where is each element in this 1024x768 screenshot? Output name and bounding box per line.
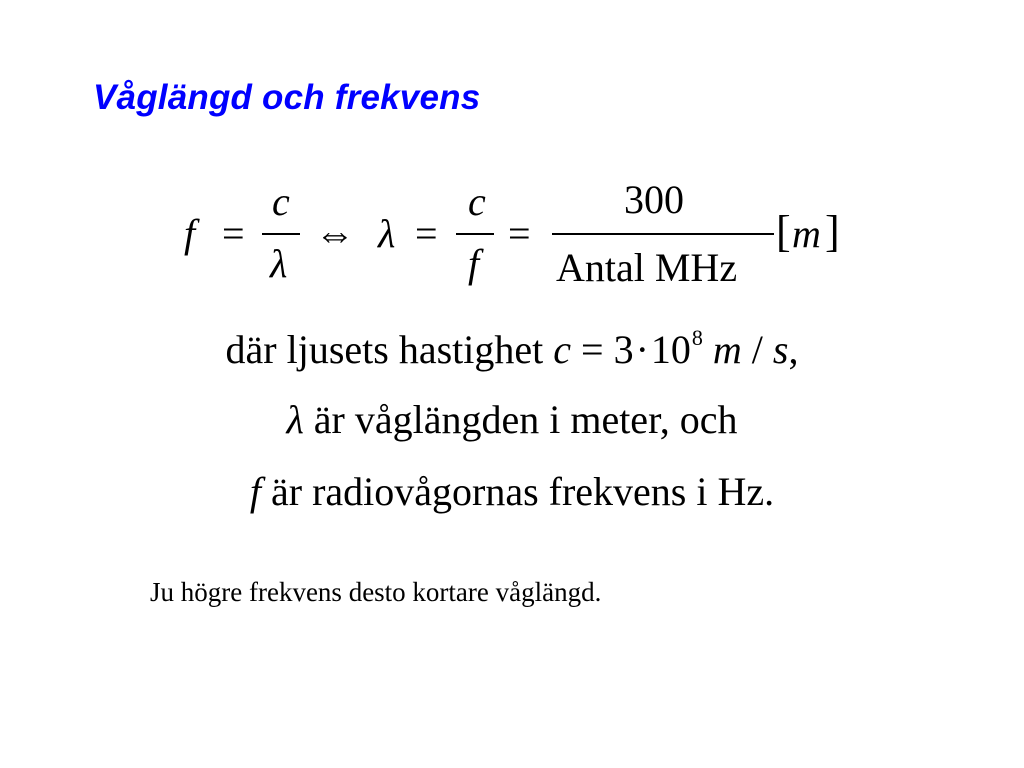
fraction-1-bar [262, 233, 300, 235]
speed-text: där ljusets hastighet [225, 327, 544, 372]
unit-m: m [792, 211, 821, 256]
equivalence-arrow: ⇔ [315, 211, 355, 256]
speed-m: m [712, 327, 742, 372]
f-text: är radiovågornas frekvens i Hz. [271, 469, 775, 514]
fraction-3-denominator: Antal MHz [556, 245, 738, 290]
slide-title: Våglängd och frekvens [93, 78, 481, 117]
formula-f: f [184, 211, 196, 256]
fraction-2-numerator: c [468, 179, 486, 224]
speed-cdot: · [635, 327, 649, 372]
speed-ten: 10 [650, 327, 691, 372]
definition-frequency [0, 468, 1024, 516]
unit-bracket-close: ] [825, 207, 840, 256]
speed-slash: / [751, 327, 763, 372]
speed-comma: , [788, 327, 799, 372]
note-text: Ju högre frekvens desto kortare våglängd. [150, 577, 602, 607]
fraction-3-bar [552, 233, 774, 235]
speed-exponent: 8 [691, 325, 703, 350]
fraction-2-bar [456, 233, 494, 235]
unit-bracket-open: [ [776, 207, 791, 256]
wavelength-formula [150, 176, 870, 296]
speed-equals: = [581, 327, 604, 372]
speed-three: 3 [613, 327, 634, 372]
formula-lambda: λ [378, 211, 396, 256]
speed-s: s [772, 327, 789, 372]
fraction-3-numerator: 300 [624, 177, 684, 222]
definition-wavelength [0, 396, 1024, 444]
formula-equals-2: = [415, 211, 438, 256]
speed-c: c [553, 327, 571, 372]
lambda-text: är våglängden i meter, och [313, 397, 738, 442]
fraction-1-numerator: c [272, 179, 290, 224]
lambda-symbol: λ [286, 397, 304, 442]
formula-equals-1: = [222, 211, 245, 256]
fraction-1-denominator: λ [270, 241, 288, 286]
definition-speed-of-light [0, 326, 1024, 380]
fraction-2-denominator: f [468, 241, 480, 286]
f-symbol: f [249, 469, 261, 514]
formula-equals-3: = [508, 211, 531, 256]
